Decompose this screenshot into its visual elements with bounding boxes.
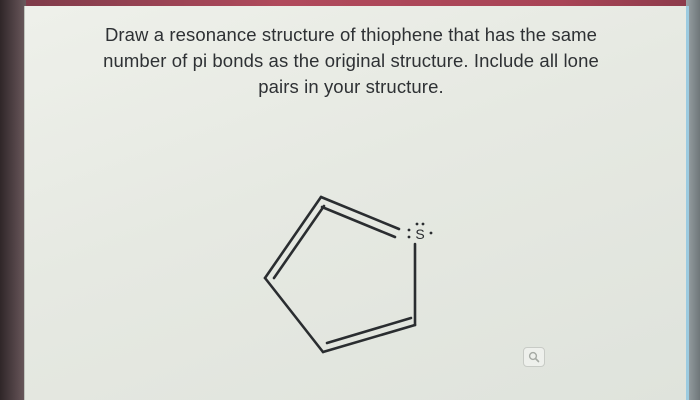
sulfur-atom[interactable] xyxy=(408,223,433,242)
zoom-button[interactable] xyxy=(523,347,545,367)
thiophene-structure xyxy=(265,197,415,352)
sulfur-label: S xyxy=(415,226,425,242)
screen-left-bezel xyxy=(0,0,26,400)
lone-pair-dot xyxy=(430,232,433,235)
lone-pair-dot xyxy=(408,236,411,239)
bond-c5-c4[interactable] xyxy=(265,197,321,278)
question-panel xyxy=(24,6,689,400)
bond-c4-c3[interactable] xyxy=(265,278,323,352)
lone-pair-dot xyxy=(408,229,411,232)
prompt-line-2: number of pi bonds as the original structure. Include all lone xyxy=(103,50,599,71)
magnifier-icon xyxy=(528,351,540,363)
bond-c3-c2[interactable] xyxy=(323,325,415,352)
bond-c5-s[interactable] xyxy=(321,197,399,229)
panel-right-edge xyxy=(686,6,689,400)
lone-pair-dot xyxy=(416,223,419,226)
bond-c5-c4-inner xyxy=(274,206,324,278)
lone-pair-dot xyxy=(422,223,425,226)
prompt-line-3: pairs in your structure. xyxy=(258,76,444,97)
molecule-drawing-canvas[interactable] xyxy=(25,6,689,400)
prompt-line-1: Draw a resonance structure of thiophene that has the same xyxy=(104,24,598,45)
